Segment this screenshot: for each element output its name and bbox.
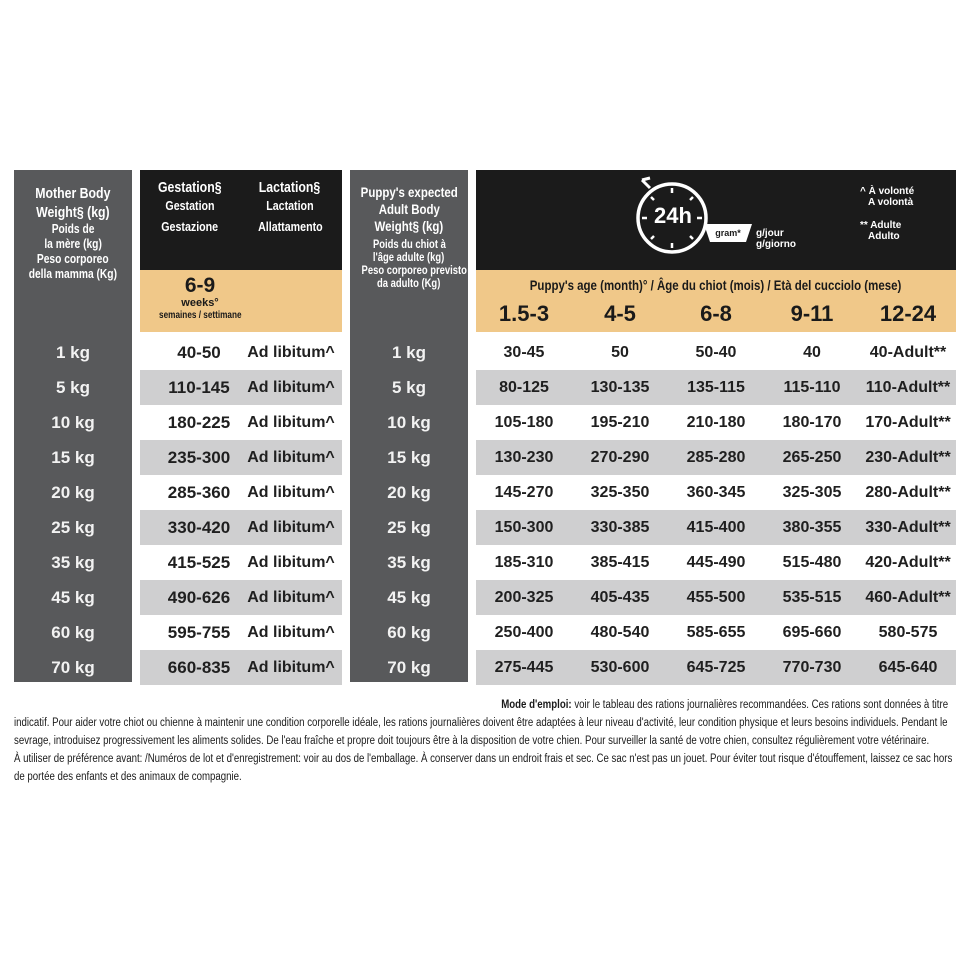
table-row — [476, 370, 956, 405]
mother-weight-cell: 60 kg — [51, 623, 95, 642]
mother-weight-cell: 1 kg — [55, 343, 91, 362]
ration-cell: 200-325 — [494, 589, 554, 606]
table-row — [476, 440, 956, 475]
weeks-label: weeks° — [181, 297, 219, 309]
ration-cell: 270-290 — [590, 449, 650, 466]
ration-cell: 80-125 — [499, 379, 549, 396]
gestation-cell: 40-50 — [177, 343, 221, 362]
table-row — [140, 335, 342, 370]
mother-weight-cell: 20 kg — [51, 483, 95, 502]
gestation-cell: 285-360 — [167, 483, 231, 502]
gestation-cell: 490-626 — [167, 588, 231, 607]
ration-cell: 130-135 — [590, 379, 650, 396]
mother-weight-cell: 10 kg — [51, 413, 95, 432]
puppy-weight-cell: 10 kg — [387, 413, 431, 432]
mother-weight-column — [14, 170, 132, 682]
ration-cell: 385-415 — [590, 554, 650, 571]
lactation-cell: Ad libitum^ — [247, 554, 335, 571]
notes — [860, 186, 950, 242]
instructions-line1: voir le tableau des rations journalières recommandées. Ces rations sont données à titre — [571, 699, 949, 711]
mother-weight-cell: 15 kg — [51, 448, 95, 467]
ration-cell: 210-180 — [686, 414, 746, 431]
note1-b: A volontà — [868, 197, 914, 208]
gestation-it: Gestazione — [161, 219, 219, 234]
lactation-cell: Ad libitum^ — [247, 484, 335, 501]
instructions-line2: indicatif. Pour aider votre chiot ou chienne à maintenir une condition corporelle idéale, les rations journalières doivent être adaptées à leur niveau d'activité, leur condition physique et leurs besoins individuels. Pendant le — [14, 717, 948, 729]
mother-header-fr2: la mère (kg) — [44, 237, 102, 251]
ration-cell: 110-Adult** — [865, 379, 951, 396]
puppy-header-fr1: Poids du chiot à — [372, 239, 446, 251]
ration-cell: 40 — [803, 344, 821, 361]
table-row — [476, 335, 956, 370]
ration-cell: 580-575 — [878, 624, 938, 641]
ration-cell: 195-210 — [590, 414, 650, 431]
puppy-weight-cell: 1 kg — [391, 343, 427, 362]
puppy-weight-cell: 35 kg — [387, 553, 431, 572]
mother-weight-cell: 70 kg — [51, 658, 95, 677]
puppy-weight-cell: 15 kg — [387, 448, 431, 467]
table-row — [476, 510, 956, 545]
ration-cell: 770-730 — [782, 659, 842, 676]
lactation-cell: Ad libitum^ — [247, 589, 335, 606]
lactation-cell: Ad libitum^ — [247, 344, 335, 361]
puppy-weight-cell: 70 kg — [387, 658, 431, 677]
instructions-text — [14, 696, 958, 786]
gestation-cell: 330-420 — [167, 518, 231, 537]
table-row — [140, 580, 342, 615]
gestation-cell: 110-145 — [168, 378, 230, 397]
table-row — [476, 475, 956, 510]
puppy-age-band — [476, 270, 956, 332]
mother-header-line1: Mother Body — [35, 185, 111, 202]
weeks-sub: semaines / settimane — [158, 310, 242, 321]
puppy-header-line3: Weight§ (kg) — [374, 218, 444, 234]
table-row — [140, 370, 342, 405]
table-row — [476, 650, 956, 685]
mother-weight-cell: 5 kg — [55, 378, 91, 397]
ration-cell: 330-385 — [590, 519, 650, 536]
lactation-cell: Ad libitum^ — [247, 414, 335, 431]
ration-cell: 230-Adult** — [865, 449, 951, 466]
mother-header-it1: Peso corporeo — [37, 252, 109, 266]
ration-cell: 585-655 — [686, 624, 746, 641]
puppy-weight-column — [350, 170, 468, 682]
puppy-weight-header — [350, 170, 468, 340]
mother-weight-cell: 45 kg — [51, 588, 95, 607]
ration-cell: 185-310 — [494, 554, 554, 571]
note1-a: ^ À volonté — [860, 186, 915, 197]
gestation-header — [140, 178, 240, 235]
table-row — [476, 615, 956, 650]
ration-cell: 405-435 — [590, 589, 650, 606]
gestation-cell: 235-300 — [167, 448, 231, 467]
ration-cell: 420-Adult** — [865, 554, 951, 571]
ration-cell: 135-115 — [687, 379, 745, 396]
gestation-cell: 415-525 — [167, 553, 231, 572]
ration-cell: 280-Adult** — [865, 484, 951, 501]
weeks-value: 6-9 — [184, 274, 216, 297]
mother-weight-cell: 35 kg — [51, 553, 95, 572]
gestation-cell: 595-755 — [167, 623, 231, 642]
ration-cell: 480-540 — [590, 624, 650, 641]
ration-cell: 530-600 — [590, 659, 650, 676]
age-label: Puppy's age (month)° / Âge du chiot (mois) / Età del cucciolo (mese) — [530, 277, 902, 293]
weeks-band — [140, 270, 342, 332]
instructions-lead: Mode d'emploi: — [501, 699, 572, 711]
puppy-weight-cell: 5 kg — [391, 378, 427, 397]
lactation-cell: Ad libitum^ — [247, 659, 335, 676]
ration-cell: 105-180 — [494, 414, 554, 431]
lactation-en: Lactation§ — [259, 179, 321, 196]
ration-cell: 30-45 — [503, 344, 545, 361]
puppy-header-fr2: l'âge adulte (kg) — [373, 252, 445, 264]
gestation-cell: 180-225 — [167, 413, 231, 432]
gestation-cell: 660-835 — [167, 658, 231, 677]
ration-cell: 285-280 — [686, 449, 746, 466]
ration-cell: 330-Adult** — [865, 519, 951, 536]
ration-cell: 150-300 — [494, 519, 554, 536]
mother-header-fr1: Poids de — [51, 222, 95, 236]
ration-cell: 325-350 — [590, 484, 650, 501]
mother-header-it2: della mamma (Kg) — [28, 267, 118, 281]
ration-cell: 50-40 — [695, 344, 737, 361]
puppy-header-line1: Puppy's expected — [360, 184, 458, 200]
gram-label: gram* — [715, 228, 741, 238]
ration-cell: 445-490 — [686, 554, 746, 571]
table-row — [476, 545, 956, 580]
table-row — [140, 440, 342, 475]
table-row — [140, 615, 342, 650]
table-row — [140, 405, 342, 440]
lactation-header — [240, 178, 340, 235]
puppy-weight-cell: 25 kg — [387, 518, 431, 537]
age-range-1: 4-5 — [604, 301, 636, 326]
ration-cell: 325-305 — [782, 484, 842, 501]
age-range-3: 9-11 — [790, 301, 834, 326]
note2-b: Adulto — [868, 231, 900, 242]
age-range-2: 6-8 — [700, 301, 732, 326]
age-range-4: 12-24 — [879, 301, 937, 326]
per-day-it: g/giorno — [756, 239, 796, 250]
instructions-line3: sevrage, introduisez progressivement les aliments solides. De l'eau fraîche et propre doit toujours être à la disposition de votre chien. Pour surveiller la santé de votre chien, consultez régulièrement votre vétérinaire. — [14, 735, 930, 747]
ration-cell: 265-250 — [782, 449, 842, 466]
ration-cell: 115-110 — [783, 379, 841, 396]
table-row — [140, 510, 342, 545]
table-row — [140, 545, 342, 580]
puppy-weight-cell: 45 kg — [387, 588, 431, 607]
mother-weight-cell: 25 kg — [51, 518, 95, 537]
lactation-fr: Lactation — [266, 198, 314, 213]
ration-cell: 515-480 — [782, 554, 842, 571]
gestation-fr: Gestation — [165, 198, 215, 213]
feeding-header — [476, 170, 956, 270]
ration-cell: 455-500 — [686, 589, 746, 606]
puppy-header-it1: Peso corporeo previsto — [361, 265, 467, 277]
ration-cell: 460-Adult** — [865, 589, 951, 606]
table-row — [140, 475, 342, 510]
lactation-cell: Ad libitum^ — [247, 449, 335, 466]
puppy-weight-cell: 60 kg — [387, 623, 431, 642]
gestation-en: Gestation§ — [158, 179, 222, 196]
ration-cell: 250-400 — [494, 624, 554, 641]
instructions-line4: À utiliser de préférence avant: /Numéros de lot et d'enregistrement: voir au dos de l'emballage. À conserver dans un endroit frais et sec. Ce sac n'est pas un jouet. Pour éviter tout risque d'étouffement, laissez ce sac hors — [14, 753, 953, 765]
ration-cell: 40-Adult** — [869, 344, 947, 361]
mother-weight-header — [14, 170, 132, 340]
ration-cell: 130-230 — [494, 449, 554, 466]
ration-cell: 645-725 — [686, 659, 746, 676]
table-row — [140, 650, 342, 685]
mother-header-line2: Weight§ (kg) — [36, 204, 110, 221]
lactation-cell: Ad libitum^ — [247, 519, 335, 536]
ration-cell: 275-445 — [494, 659, 554, 676]
note2-a: ** Adulte — [860, 220, 902, 231]
lactation-cell: Ad libitum^ — [247, 379, 335, 396]
age-range-0: 1.5-3 — [498, 301, 550, 326]
ration-cell: 180-170 — [782, 414, 842, 431]
puppy-weight-cell: 20 kg — [387, 483, 431, 502]
per-day-label — [756, 228, 816, 250]
gestation-lactation-header — [140, 170, 342, 270]
ration-cell: 380-355 — [782, 519, 842, 536]
table-row — [476, 405, 956, 440]
ration-cell: 415-400 — [686, 519, 746, 536]
table-row — [476, 580, 956, 615]
lactation-it: Allattamento — [257, 219, 323, 234]
ration-cell: 145-270 — [494, 484, 554, 501]
ration-cell: 535-515 — [782, 589, 842, 606]
puppy-header-line2: Adult Body — [378, 201, 440, 217]
ration-cell: 360-345 — [686, 484, 746, 501]
ration-cell: 695-660 — [782, 624, 842, 641]
ration-cell: 50 — [611, 344, 629, 361]
puppy-header-it2: da adulto (Kg) — [377, 278, 441, 290]
ration-cell: 170-Adult** — [865, 414, 951, 431]
ration-cell: 645-640 — [878, 659, 938, 676]
lactation-cell: Ad libitum^ — [247, 624, 335, 641]
clock-label: 24h — [654, 203, 692, 228]
instructions-line5: de portée des enfants et des animaux de compagnie. — [14, 771, 242, 783]
per-day: g/jour — [756, 228, 784, 239]
